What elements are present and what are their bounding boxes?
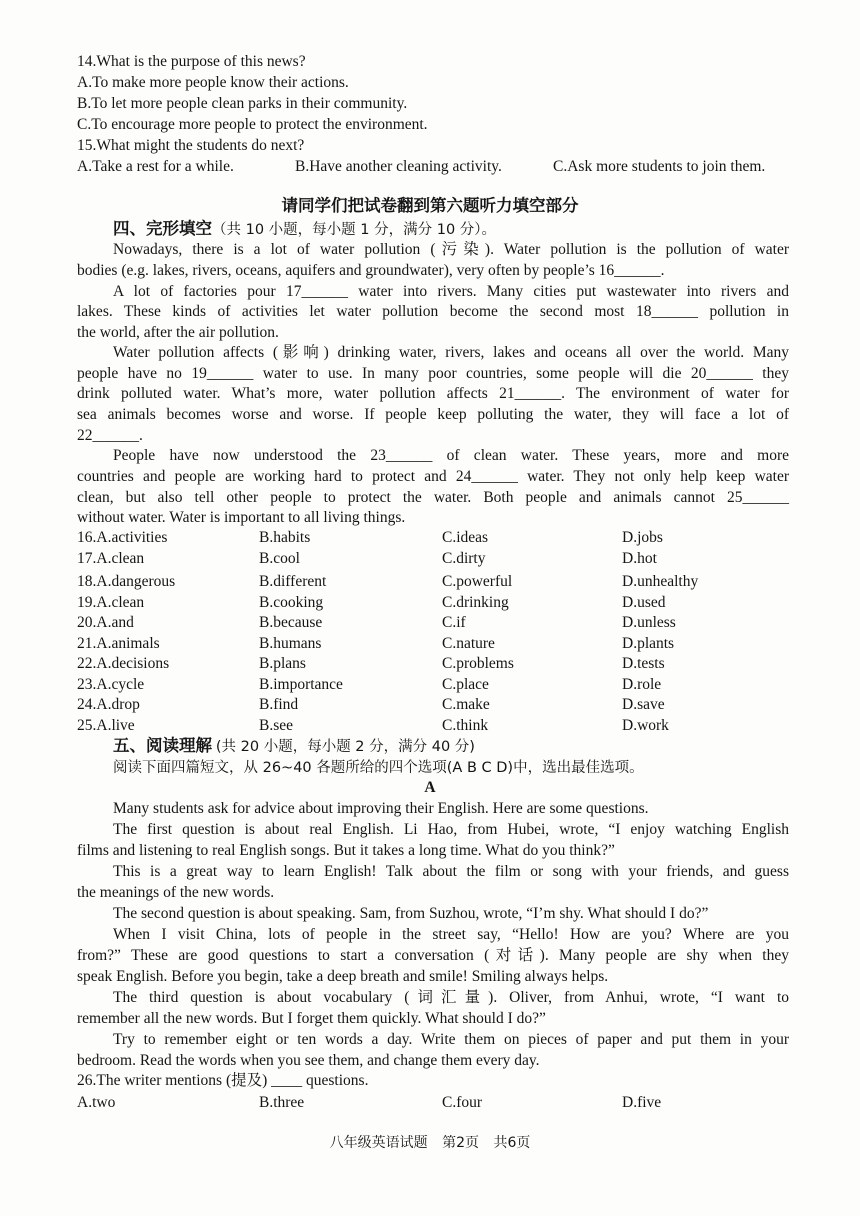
option-a: 23.A.cycle bbox=[77, 676, 145, 693]
option-b: B.see bbox=[259, 717, 294, 734]
cloze-line: people have no 19______ water to use. In many poor countries, some people will die 20______ they bbox=[77, 365, 789, 382]
q14-option-c: C.To encourage more people to protect the environment. bbox=[77, 116, 428, 133]
q26-option-d: D.five bbox=[622, 1094, 662, 1111]
reading-line: When I visit China, lots of people in the street say, “Hello! How are you? Where are you bbox=[113, 926, 789, 943]
q15-option-a: A.Take a rest for a while. bbox=[77, 158, 234, 175]
option-d: D.work bbox=[622, 717, 669, 734]
q14-option-a: A.To make more people know their actions. bbox=[77, 74, 349, 91]
reading-heading-title: 五、阅读理解 bbox=[113, 736, 212, 755]
option-a: 25.A.live bbox=[77, 717, 135, 734]
cloze-line: People have now understood the 23______ of clean water. These years, more and more bbox=[113, 447, 789, 464]
page-footer bbox=[0, 1132, 860, 1152]
option-a: 16.A.activities bbox=[77, 529, 168, 546]
cloze-line: Water pollution affects (影响) drinking water, rivers, lakes and oceans all over the world. Many bbox=[113, 344, 789, 361]
option-d: D.tests bbox=[622, 655, 665, 672]
cloze-line: Nowadays, there is a lot of water pollution (污染). Water pollution is the pollution of water bbox=[113, 241, 789, 258]
footer-page-number: 第2页 bbox=[442, 1135, 479, 1151]
option-b: B.cool bbox=[259, 550, 300, 567]
footer-subject: 八年级英语试题 bbox=[329, 1135, 428, 1151]
option-d: D.jobs bbox=[622, 529, 663, 546]
reading-line: from?” These are good questions to start a conversation (对话). Many people are shy when they bbox=[77, 947, 789, 964]
reading-line: remember all the new words. But I forget them quickly. What should I do?” bbox=[77, 1010, 546, 1027]
reading-line: The second question is about speaking. Sam, from Suzhou, wrote, “I’m shy. What should I do?” bbox=[113, 905, 709, 922]
option-a: 22.A.decisions bbox=[77, 655, 170, 672]
cloze-line: the world, after the air pollution. bbox=[77, 324, 279, 341]
option-a: 17.A.clean bbox=[77, 550, 145, 567]
option-a: 20.A.and bbox=[77, 614, 134, 631]
reading-line: The first question is about real English. Li Hao, from Hubei, wrote, “I enjoy watching English bbox=[113, 821, 789, 838]
q26-option-c: C.four bbox=[442, 1094, 483, 1111]
option-d: D.used bbox=[622, 594, 666, 611]
reading-line: The third question is about vocabulary (词汇量). Oliver, from Anhui, wrote, “I want to bbox=[113, 989, 789, 1006]
option-d: D.role bbox=[622, 676, 662, 693]
q26-option-a: A.two bbox=[77, 1094, 116, 1111]
reading-line: bedroom. Read the words when you see them, and change them every day. bbox=[77, 1052, 540, 1069]
cloze-line: without water. Water is important to all living things. bbox=[77, 509, 406, 526]
footer-page-total: 共6页 bbox=[493, 1135, 531, 1151]
option-a: 24.A.drop bbox=[77, 696, 140, 713]
option-d: D.unhealthy bbox=[622, 573, 699, 590]
option-d: D.plants bbox=[622, 635, 675, 652]
option-c: C.if bbox=[442, 614, 466, 631]
option-c: C.think bbox=[442, 717, 489, 734]
option-d: D.unless bbox=[622, 614, 676, 631]
q14-stem: 14.What is the purpose of this news? bbox=[77, 53, 306, 70]
q14-option-b: B.To let more people clean parks in their community. bbox=[77, 95, 408, 112]
reading-line: This is a great way to learn English! Talk about the film or song with your friends, and guess bbox=[113, 863, 789, 880]
option-d: D.save bbox=[622, 696, 665, 713]
option-b: B.cooking bbox=[259, 594, 324, 611]
q15-stem: 15.What might the students do next? bbox=[77, 137, 305, 154]
option-c: C.nature bbox=[442, 635, 495, 652]
reading-instruction: 阅读下面四篇短文，从 26~40 各题所给的四个选项(A B C D)中，选出最佳选项。 bbox=[113, 760, 644, 776]
cloze-line: lakes. These kinds of activities let water pollution become the second most 18______ pollution in bbox=[77, 303, 789, 320]
reading-line: speak English. Before you begin, take a deep breath and smile! Smiling always helps. bbox=[77, 968, 609, 985]
reading-line: the meanings of the new words. bbox=[77, 884, 275, 901]
reading-heading-note: (共 20 小题，每小题 2 分，满分 40 分) bbox=[215, 739, 475, 755]
option-c: C.dirty bbox=[442, 550, 486, 567]
option-b: B.plans bbox=[259, 655, 306, 672]
q15-option-c: C.Ask more students to join them. bbox=[553, 158, 766, 175]
option-c: C.ideas bbox=[442, 529, 489, 546]
cloze-heading-title: 四、完形填空 bbox=[113, 219, 212, 238]
cloze-line: countries and people are working hard to protect and 24______ water. They not only help keep water bbox=[77, 468, 789, 485]
q26-stem: 26.The writer mentions (提及) ____ questions. bbox=[77, 1072, 369, 1089]
option-b: B.because bbox=[259, 614, 323, 631]
cloze-line: sea animals becomes worse and worse. If people keep polluting the water, they will face a lot of bbox=[77, 406, 789, 423]
q26-option-b: B.three bbox=[259, 1094, 305, 1111]
option-b: B.different bbox=[259, 573, 327, 590]
option-c: C.problems bbox=[442, 655, 514, 672]
cloze-line: 22______. bbox=[77, 427, 143, 444]
option-b: B.habits bbox=[259, 529, 311, 546]
cloze-line: clean, but also tell other people to protect the water. Both people and animals cannot 25______ bbox=[77, 489, 789, 506]
cloze-heading-note: （共 10 小题，每小题 1 分，满分 10 分）。 bbox=[212, 222, 497, 238]
option-a: 19.A.clean bbox=[77, 594, 145, 611]
reading-heading bbox=[113, 736, 789, 757]
reading-line: films and listening to real English songs. But it takes a long time. What do you think?” bbox=[77, 842, 615, 859]
option-c: C.make bbox=[442, 696, 490, 713]
passage-label: A bbox=[424, 779, 436, 796]
cloze-line: drink polluted water. What’s more, water pollution affects 21______. The environment of water for bbox=[77, 385, 789, 402]
option-d: D.hot bbox=[622, 550, 657, 567]
reading-line: Try to remember eight or ten words a day. Write them on pieces of paper and put them in your bbox=[113, 1031, 789, 1048]
option-a: 18.A.dangerous bbox=[77, 573, 176, 590]
cloze-heading bbox=[113, 219, 789, 240]
reading-line: Many students ask for advice about improving their English. Here are some questions. bbox=[113, 800, 649, 817]
cloze-line: A lot of factories pour 17______ water into rivers. Many cities put wastewater into rivers and bbox=[113, 283, 789, 300]
option-b: B.find bbox=[259, 696, 299, 713]
option-b: B.humans bbox=[259, 635, 322, 652]
q15-option-b: B.Have another cleaning activity. bbox=[295, 158, 502, 175]
option-a: 21.A.animals bbox=[77, 635, 160, 652]
option-b: B.importance bbox=[259, 676, 343, 693]
cloze-line: bodies (e.g. lakes, rivers, oceans, aquifers and groundwater), very often by people’s 16______. bbox=[77, 262, 665, 279]
option-c: C.place bbox=[442, 676, 489, 693]
listening-notice: 请同学们把试卷翻到第六题听力填空部分 bbox=[281, 196, 579, 215]
option-c: C.powerful bbox=[442, 573, 513, 590]
option-c: C.drinking bbox=[442, 594, 509, 611]
